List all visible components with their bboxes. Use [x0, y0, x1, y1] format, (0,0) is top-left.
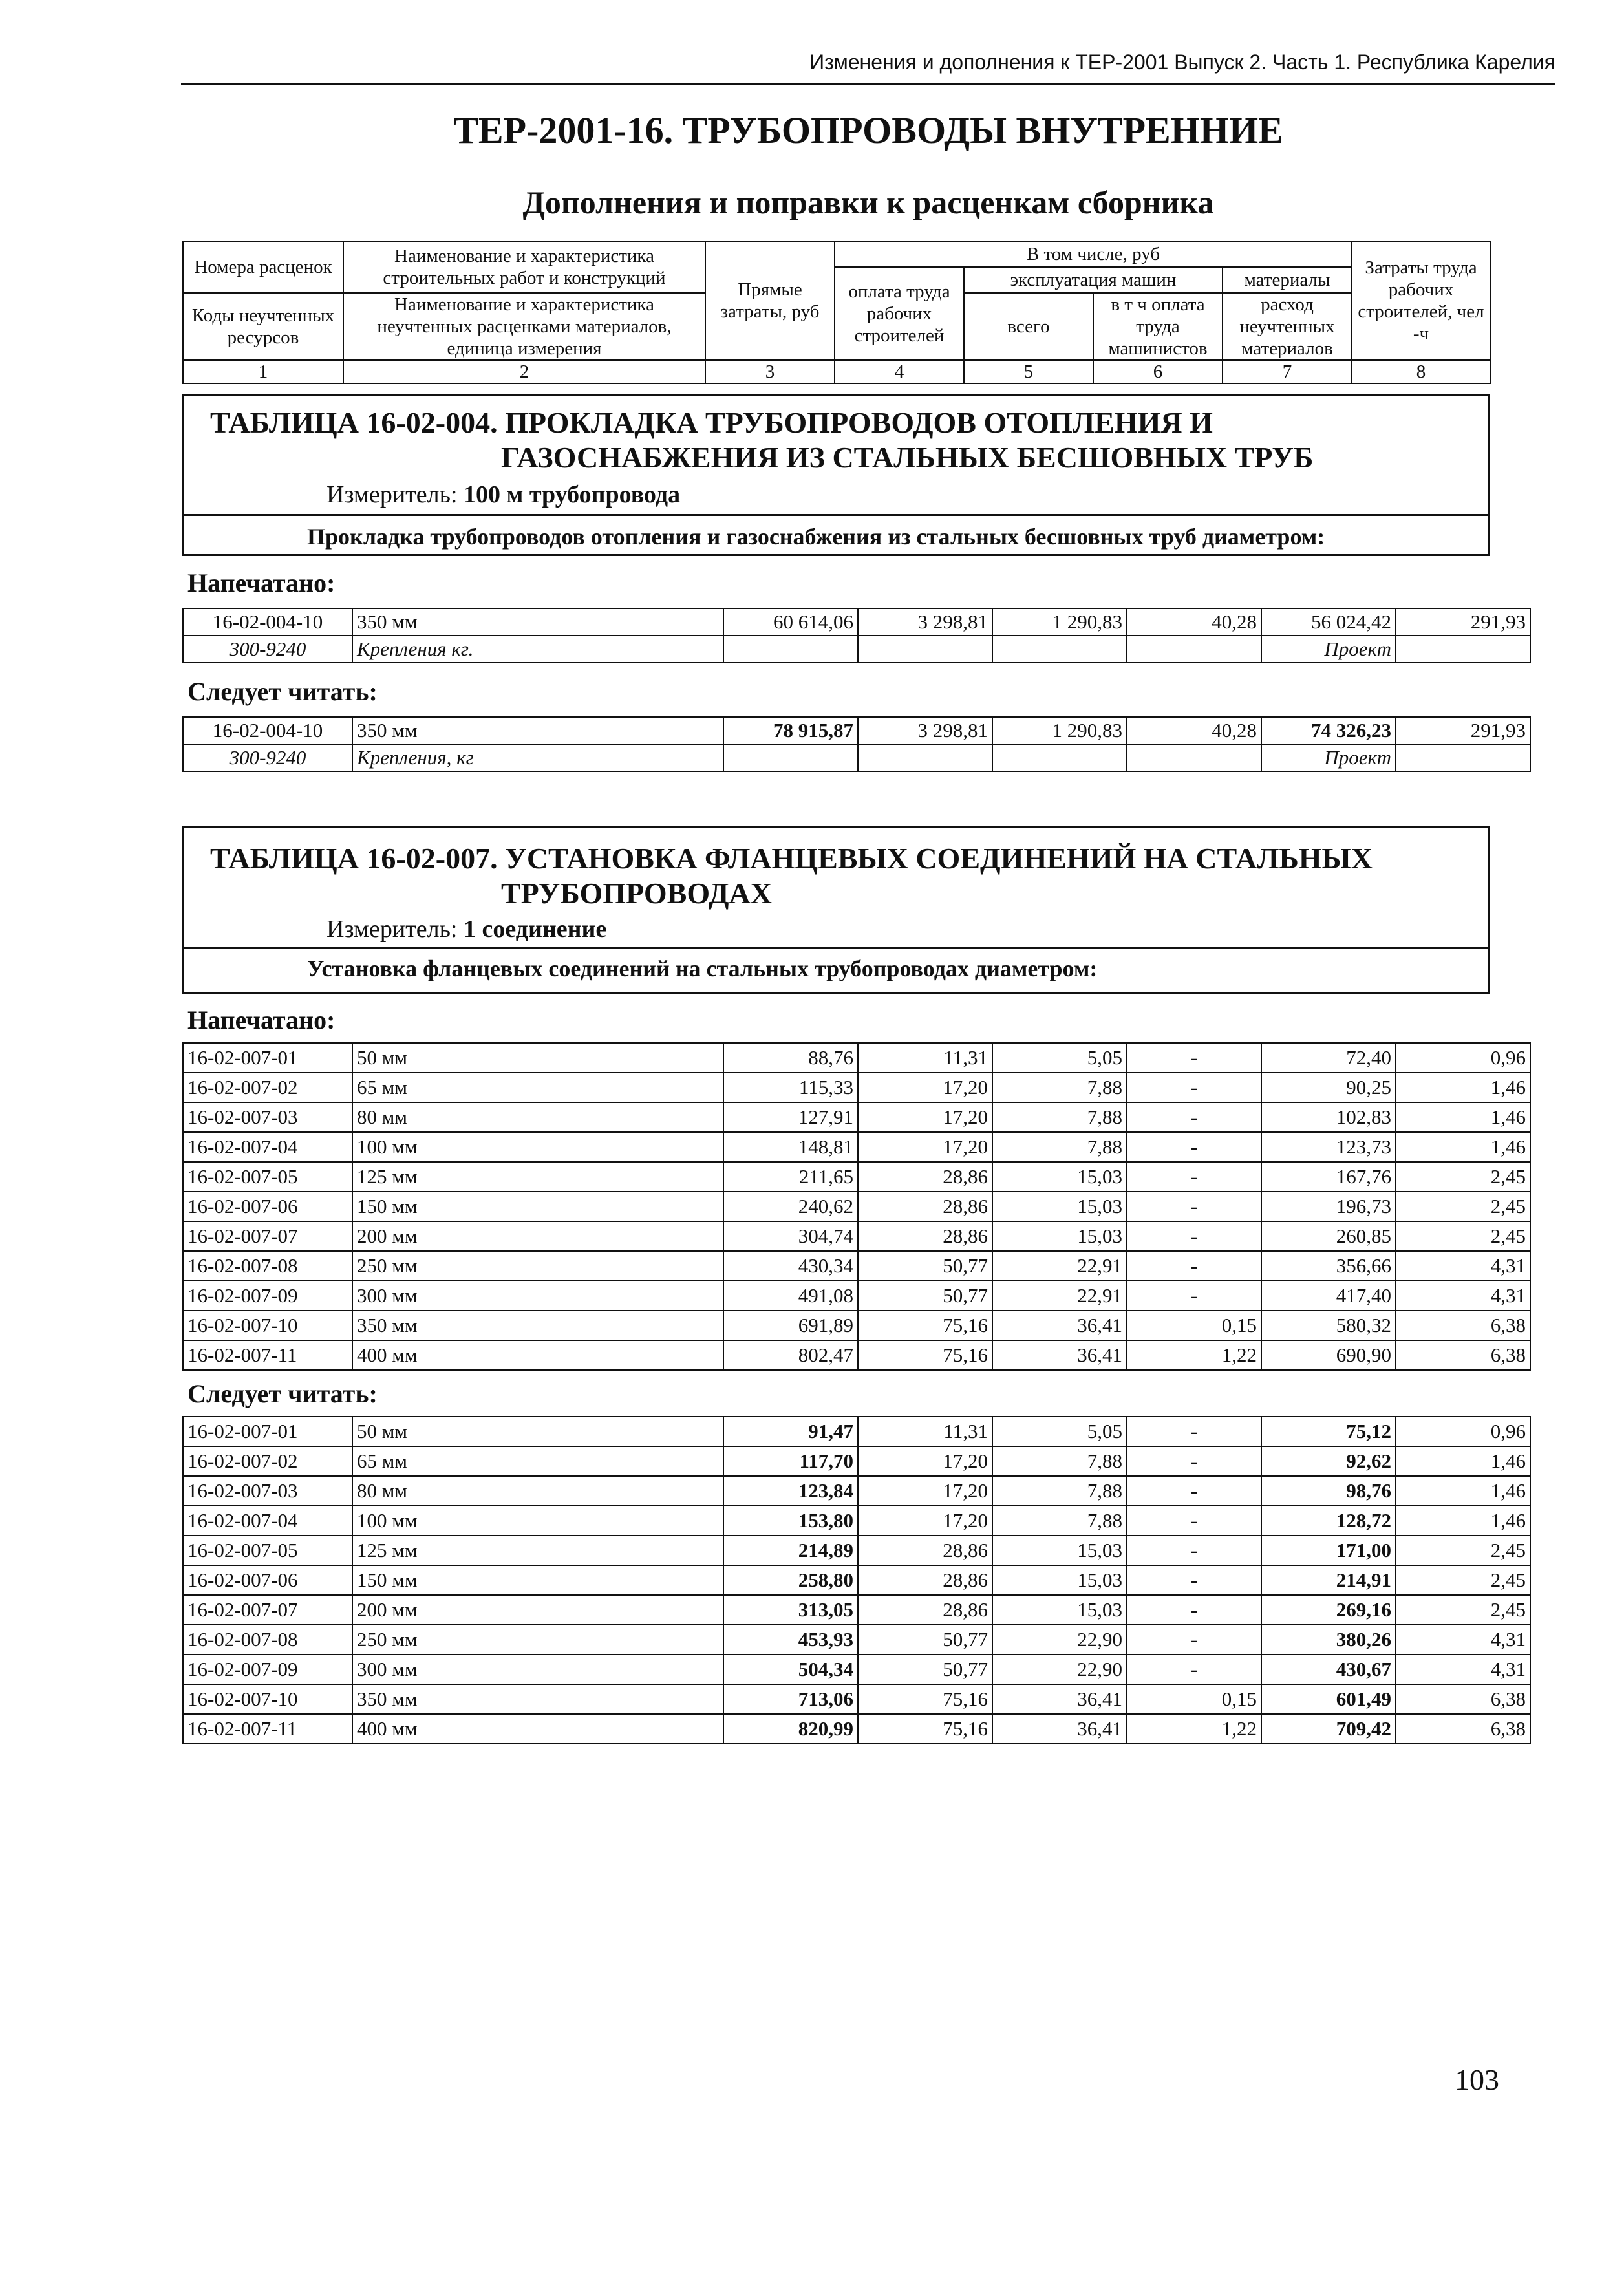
materials: 74 326,23 — [1261, 717, 1396, 744]
machinist-pay: 40,28 — [1127, 717, 1261, 744]
header-direct-costs: Прямые затраты, руб — [705, 241, 835, 360]
machinist-pay: - — [1127, 1446, 1261, 1476]
labor-hours: 4,31 — [1396, 1251, 1530, 1281]
direct-costs: 60 614,06 — [723, 608, 858, 636]
machines-total: 7,88 — [992, 1073, 1127, 1102]
unit-label: Измеритель: — [326, 916, 458, 943]
table-row — [183, 1251, 1530, 1281]
unit-value: 100 м трубопровода — [464, 481, 681, 508]
rate-code: 16-02-007-07 — [183, 1595, 352, 1625]
table-row — [183, 1714, 1530, 1744]
unit-label: Измеритель: — [326, 481, 458, 508]
page-subtitle: Дополнения и поправки к расценкам сборника — [522, 184, 1214, 220]
rate-name: 150 мм — [352, 1565, 723, 1595]
machinist-pay: - — [1127, 1102, 1261, 1132]
table-row — [183, 1132, 1530, 1162]
labor-hours: 4,31 — [1396, 1655, 1530, 1684]
machinist-pay: - — [1127, 1625, 1261, 1655]
rate-code: 16-02-007-04 — [183, 1506, 352, 1536]
labor-hours: 6,38 — [1396, 1714, 1530, 1744]
machinist-pay: - — [1127, 1536, 1261, 1565]
materials: 260,85 — [1261, 1221, 1396, 1251]
labor-hours: 291,93 — [1396, 608, 1530, 636]
section1-printed-label: Напечатано: — [187, 568, 336, 597]
section1-title-line2: ГАЗОСНАБЖЕНИЯ ИЗ СТАЛЬНЫХ БЕСШОВНЫХ ТРУБ — [501, 441, 1314, 474]
direct-costs: 123,84 — [723, 1476, 858, 1506]
table-row — [183, 1417, 1530, 1446]
machines-total: 36,41 — [992, 1311, 1127, 1340]
section2-read-table — [182, 1416, 1531, 1744]
table-row — [183, 1073, 1530, 1102]
header-number-row — [183, 360, 1490, 383]
header-machines-total: всего — [964, 293, 1093, 360]
table-row — [183, 1043, 1530, 1073]
materials: 601,49 — [1261, 1684, 1396, 1714]
labor-pay: 28,86 — [858, 1192, 992, 1221]
machinist-pay: - — [1127, 1192, 1261, 1221]
table-row — [183, 1281, 1530, 1311]
machinist-pay: - — [1127, 1281, 1261, 1311]
machines-total: 36,41 — [992, 1684, 1127, 1714]
table-row — [183, 1192, 1530, 1221]
machines-total: 36,41 — [992, 1340, 1127, 1370]
materials: 269,16 — [1261, 1595, 1396, 1625]
direct-costs: 91,47 — [723, 1417, 858, 1446]
machinist-pay: - — [1127, 1132, 1261, 1162]
machines-total: 22,90 — [992, 1655, 1127, 1684]
materials: 56 024,42 — [1261, 608, 1396, 636]
machines-total: 5,05 — [992, 1043, 1127, 1073]
rate-name: 125 мм — [352, 1536, 723, 1565]
rate-code: 16-02-004-10 — [183, 717, 352, 744]
section2-unit — [326, 915, 606, 943]
labor-pay: 17,20 — [858, 1073, 992, 1102]
labor-pay: 28,86 — [858, 1595, 992, 1625]
rate-code: 16-02-007-08 — [183, 1251, 352, 1281]
labor-pay: 11,31 — [858, 1417, 992, 1446]
labor-hours: 0,96 — [1396, 1043, 1530, 1073]
labor-hours: 6,38 — [1396, 1340, 1530, 1370]
header-labor-cost: Затраты труда рабочих строителей, чел -ч — [1352, 241, 1490, 360]
machines-total: 15,03 — [992, 1565, 1127, 1595]
direct-costs: 78 915,87 — [723, 717, 858, 744]
labor-pay: 11,31 — [858, 1043, 992, 1073]
resource-name: Крепления, кг — [352, 744, 723, 771]
labor-pay: 28,86 — [858, 1221, 992, 1251]
machinist-pay: - — [1127, 1251, 1261, 1281]
section1-divider — [184, 514, 1488, 516]
materials: 417,40 — [1261, 1281, 1396, 1311]
labor-pay: 50,77 — [858, 1251, 992, 1281]
machines-total: 1 290,83 — [992, 717, 1127, 744]
labor-pay: 50,77 — [858, 1655, 992, 1684]
rate-name: 200 мм — [352, 1595, 723, 1625]
rate-name: 250 мм — [352, 1251, 723, 1281]
rate-code: 16-02-007-06 — [183, 1565, 352, 1595]
direct-costs: 153,80 — [723, 1506, 858, 1536]
section1-unit — [326, 480, 680, 509]
rate-code: 16-02-007-01 — [183, 1043, 352, 1073]
rate-code: 16-02-007-04 — [183, 1132, 352, 1162]
machines-total: 7,88 — [992, 1476, 1127, 1506]
table-row — [183, 1506, 1530, 1536]
labor-hours: 2,45 — [1396, 1192, 1530, 1221]
section1-title-line1: ТАБЛИЦА 16-02-004. ПРОКЛАДКА ТРУБОПРОВОДОВ ОТОПЛЕНИЯ И — [210, 406, 1213, 439]
labor-hours: 1,46 — [1396, 1132, 1530, 1162]
rate-code: 16-02-007-02 — [183, 1073, 352, 1102]
header-number: 7 — [1223, 360, 1352, 383]
section2-title-line1: ТАБЛИЦА 16-02-007. УСТАНОВКА ФЛАНЦЕВЫХ СОЕДИНЕНИЙ НА СТАЛЬНЫХ — [210, 842, 1373, 875]
resource-value: Проект — [1261, 636, 1396, 663]
section2-title-line2: ТРУБОПРОВОДАХ — [501, 877, 772, 910]
header-machinist-pay: в т ч оплата труда машинистов — [1093, 293, 1223, 360]
section1-read-table — [182, 716, 1531, 772]
rate-code: 16-02-007-03 — [183, 1102, 352, 1132]
materials: 690,90 — [1261, 1340, 1396, 1370]
rate-code: 16-02-007-09 — [183, 1281, 352, 1311]
labor-pay: 28,86 — [858, 1162, 992, 1192]
labor-pay: 50,77 — [858, 1281, 992, 1311]
materials: 167,76 — [1261, 1162, 1396, 1192]
rate-code: 16-02-007-09 — [183, 1655, 352, 1684]
direct-costs: 117,70 — [723, 1446, 858, 1476]
machinist-pay: 1,22 — [1127, 1340, 1261, 1370]
table-row — [183, 1221, 1530, 1251]
machines-total: 22,90 — [992, 1625, 1127, 1655]
machinist-pay: - — [1127, 1162, 1261, 1192]
table-row — [183, 1476, 1530, 1506]
machines-total: 36,41 — [992, 1714, 1127, 1744]
page-title: ТЕР-2001-16. ТРУБОПРОВОДЫ ВНУТРЕННИЕ — [453, 109, 1283, 151]
rate-name: 350 мм — [352, 1684, 723, 1714]
rate-name: 400 мм — [352, 1340, 723, 1370]
labor-pay: 17,20 — [858, 1102, 992, 1132]
header-materials: материалы — [1223, 267, 1352, 293]
machines-total: 1 290,83 — [992, 608, 1127, 636]
labor-pay: 75,16 — [858, 1714, 992, 1744]
direct-costs: 430,34 — [723, 1251, 858, 1281]
header-codes: Коды неучтенных ресурсов — [183, 293, 343, 360]
machinist-pay: - — [1127, 1655, 1261, 1684]
labor-pay: 50,77 — [858, 1625, 992, 1655]
section1-read-label: Следует читать: — [187, 677, 378, 706]
materials: 196,73 — [1261, 1192, 1396, 1221]
running-head: Изменения и дополнения к ТЕР-2001 Выпуск 2. Часть 1. Республика Карелия — [809, 50, 1555, 74]
direct-costs: 88,76 — [723, 1043, 858, 1073]
materials: 123,73 — [1261, 1132, 1396, 1162]
materials: 90,25 — [1261, 1073, 1396, 1102]
machines-total: 7,88 — [992, 1446, 1127, 1476]
table-row — [183, 1311, 1530, 1340]
header-unaccounted-name: Наименование и характеристика неучтенных расценками материалов, единица измерения — [343, 293, 705, 360]
direct-costs: 504,34 — [723, 1655, 858, 1684]
labor-hours: 2,45 — [1396, 1565, 1530, 1595]
direct-costs: 148,81 — [723, 1132, 858, 1162]
table-row — [183, 1536, 1530, 1565]
table-row — [183, 1655, 1530, 1684]
rate-name: 65 мм — [352, 1446, 723, 1476]
header-including: В том числе, руб — [835, 241, 1352, 267]
direct-costs: 258,80 — [723, 1565, 858, 1595]
machinist-pay: - — [1127, 1476, 1261, 1506]
materials: 430,67 — [1261, 1655, 1396, 1684]
rate-code: 16-02-007-05 — [183, 1162, 352, 1192]
labor-hours: 2,45 — [1396, 1162, 1530, 1192]
table-row — [183, 1162, 1530, 1192]
table-row — [183, 1595, 1530, 1625]
direct-costs: 304,74 — [723, 1221, 858, 1251]
rate-name: 200 мм — [352, 1221, 723, 1251]
labor-pay: 17,20 — [858, 1132, 992, 1162]
section1-printed-table — [182, 608, 1531, 663]
rate-code: 16-02-007-06 — [183, 1192, 352, 1221]
rate-name: 50 мм — [352, 1417, 723, 1446]
rate-name: 300 мм — [352, 1281, 723, 1311]
resource-name: Крепления кг. — [352, 636, 723, 663]
direct-costs: 127,91 — [723, 1102, 858, 1132]
resource-value: Проект — [1261, 744, 1396, 771]
rate-name: 350 мм — [352, 717, 723, 744]
rate-name: 80 мм — [352, 1476, 723, 1506]
labor-pay: 75,16 — [858, 1684, 992, 1714]
header-machines: эксплуатация машин — [964, 267, 1223, 293]
labor-hours: 1,46 — [1396, 1506, 1530, 1536]
table-row — [183, 1102, 1530, 1132]
labor-hours: 1,46 — [1396, 1476, 1530, 1506]
materials: 75,12 — [1261, 1417, 1396, 1446]
labor-pay: 28,86 — [858, 1536, 992, 1565]
machinist-pay: - — [1127, 1506, 1261, 1536]
labor-hours: 6,38 — [1396, 1684, 1530, 1714]
labor-hours: 1,46 — [1396, 1073, 1530, 1102]
table-row — [183, 1340, 1530, 1370]
direct-costs: 453,93 — [723, 1625, 858, 1655]
rate-name: 80 мм — [352, 1102, 723, 1132]
direct-costs: 214,89 — [723, 1536, 858, 1565]
table-row — [183, 1446, 1530, 1476]
table-16-02-007-box — [182, 826, 1490, 994]
rate-name: 50 мм — [352, 1043, 723, 1073]
header-number: 6 — [1093, 360, 1223, 383]
rate-name: 100 мм — [352, 1506, 723, 1536]
rate-name: 350 мм — [352, 1311, 723, 1340]
labor-hours: 2,45 — [1396, 1221, 1530, 1251]
direct-costs: 691,89 — [723, 1311, 858, 1340]
materials: 356,66 — [1261, 1251, 1396, 1281]
section2-printed-label: Напечатано: — [187, 1005, 336, 1034]
rate-code: 16-02-007-11 — [183, 1340, 352, 1370]
labor-pay: 28,86 — [858, 1565, 992, 1595]
rate-name: 300 мм — [352, 1655, 723, 1684]
materials: 128,72 — [1261, 1506, 1396, 1536]
rate-name: 400 мм — [352, 1714, 723, 1744]
materials: 102,83 — [1261, 1102, 1396, 1132]
machinist-pay: 0,15 — [1127, 1684, 1261, 1714]
machinist-pay: - — [1127, 1221, 1261, 1251]
rate-code: 16-02-007-03 — [183, 1476, 352, 1506]
labor-hours: 1,46 — [1396, 1102, 1530, 1132]
rate-code: 16-02-007-11 — [183, 1714, 352, 1744]
section2-description: Установка фланцевых соединений на стальных трубопроводах диаметром: — [307, 956, 1098, 981]
machines-total: 15,03 — [992, 1221, 1127, 1251]
direct-costs: 240,62 — [723, 1192, 858, 1221]
machinist-pay: - — [1127, 1073, 1261, 1102]
materials: 171,00 — [1261, 1536, 1396, 1565]
rate-name: 100 мм — [352, 1132, 723, 1162]
table-row — [183, 1565, 1530, 1595]
materials: 580,32 — [1261, 1311, 1396, 1340]
header-number: 8 — [1352, 360, 1490, 383]
labor-hours: 6,38 — [1396, 1311, 1530, 1340]
rate-code: 16-02-007-07 — [183, 1221, 352, 1251]
machines-total: 22,91 — [992, 1281, 1127, 1311]
rate-code: 16-02-007-10 — [183, 1311, 352, 1340]
labor-pay: 75,16 — [858, 1311, 992, 1340]
rate-name: 125 мм — [352, 1162, 723, 1192]
rate-name: 65 мм — [352, 1073, 723, 1102]
labor-pay: 3 298,81 — [858, 717, 992, 744]
header-unaccounted-consumption: расход неучтенных материалов — [1223, 293, 1352, 360]
materials: 72,40 — [1261, 1043, 1396, 1073]
machinist-pay: 0,15 — [1127, 1311, 1261, 1340]
machines-total: 22,91 — [992, 1251, 1127, 1281]
labor-pay: 17,20 — [858, 1506, 992, 1536]
labor-hours: 291,93 — [1396, 717, 1530, 744]
rate-code: 16-02-007-10 — [183, 1684, 352, 1714]
labor-pay: 17,20 — [858, 1446, 992, 1476]
rate-name: 350 мм — [352, 608, 723, 636]
machines-total: 15,03 — [992, 1192, 1127, 1221]
machines-total: 15,03 — [992, 1595, 1127, 1625]
rate-code: 16-02-007-02 — [183, 1446, 352, 1476]
direct-costs: 313,05 — [723, 1595, 858, 1625]
rate-name: 250 мм — [352, 1625, 723, 1655]
machines-total: 7,88 — [992, 1506, 1127, 1536]
header-number: 1 — [183, 360, 343, 383]
column-header-table — [182, 241, 1491, 384]
table-row — [183, 1625, 1530, 1655]
materials: 380,26 — [1261, 1625, 1396, 1655]
header-rule — [181, 83, 1555, 85]
labor-hours: 1,46 — [1396, 1446, 1530, 1476]
machines-total: 7,88 — [992, 1102, 1127, 1132]
machinist-pay: - — [1127, 1565, 1261, 1595]
machines-total: 15,03 — [992, 1536, 1127, 1565]
labor-hours: 4,31 — [1396, 1281, 1530, 1311]
header-number: 4 — [835, 360, 964, 383]
machines-total: 7,88 — [992, 1132, 1127, 1162]
labor-pay: 75,16 — [858, 1340, 992, 1370]
labor-hours: 2,45 — [1396, 1595, 1530, 1625]
direct-costs: 211,65 — [723, 1162, 858, 1192]
resource-code: 300-9240 — [183, 636, 352, 663]
header-work-name: Наименование и характеристика строительных работ и конструкций — [343, 241, 705, 293]
header-number: 3 — [705, 360, 835, 383]
header-number: 2 — [343, 360, 705, 383]
machinist-pay: - — [1127, 1043, 1261, 1073]
materials: 214,91 — [1261, 1565, 1396, 1595]
header-rate-numbers: Номера расценок — [183, 241, 343, 293]
direct-costs: 115,33 — [723, 1073, 858, 1102]
machinist-pay: 40,28 — [1127, 608, 1261, 636]
resource-code: 300-9240 — [183, 744, 352, 771]
machinist-pay: - — [1127, 1417, 1261, 1446]
header-number: 5 — [964, 360, 1093, 383]
labor-hours: 2,45 — [1396, 1536, 1530, 1565]
machines-total: 5,05 — [992, 1417, 1127, 1446]
section2-read-label: Следует читать: — [187, 1379, 378, 1408]
rate-code: 16-02-007-01 — [183, 1417, 352, 1446]
page-number: 103 — [1455, 2063, 1499, 2096]
rate-code: 16-02-007-08 — [183, 1625, 352, 1655]
labor-hours: 4,31 — [1396, 1625, 1530, 1655]
direct-costs: 491,08 — [723, 1281, 858, 1311]
machinist-pay: 1,22 — [1127, 1714, 1261, 1744]
machinist-pay: - — [1127, 1595, 1261, 1625]
section2-printed-table — [182, 1042, 1531, 1371]
direct-costs: 713,06 — [723, 1684, 858, 1714]
materials: 98,76 — [1261, 1476, 1396, 1506]
section1-description: Прокладка трубопроводов отопления и газоснабжения из стальных бесшовных труб диаметром: — [307, 524, 1325, 550]
materials: 92,62 — [1261, 1446, 1396, 1476]
labor-pay: 3 298,81 — [858, 608, 992, 636]
rate-code: 16-02-007-05 — [183, 1536, 352, 1565]
direct-costs: 802,47 — [723, 1340, 858, 1370]
header-labor-pay: оплата труда рабочих строителей — [835, 267, 964, 360]
rate-code: 16-02-004-10 — [183, 608, 352, 636]
machines-total: 15,03 — [992, 1162, 1127, 1192]
section2-divider — [184, 947, 1488, 949]
materials: 709,42 — [1261, 1714, 1396, 1744]
table-16-02-004-box — [182, 394, 1490, 556]
unit-value: 1 соединение — [464, 916, 607, 943]
labor-hours: 0,96 — [1396, 1417, 1530, 1446]
labor-pay: 17,20 — [858, 1476, 992, 1506]
direct-costs: 820,99 — [723, 1714, 858, 1744]
table-row — [183, 1684, 1530, 1714]
rate-name: 150 мм — [352, 1192, 723, 1221]
